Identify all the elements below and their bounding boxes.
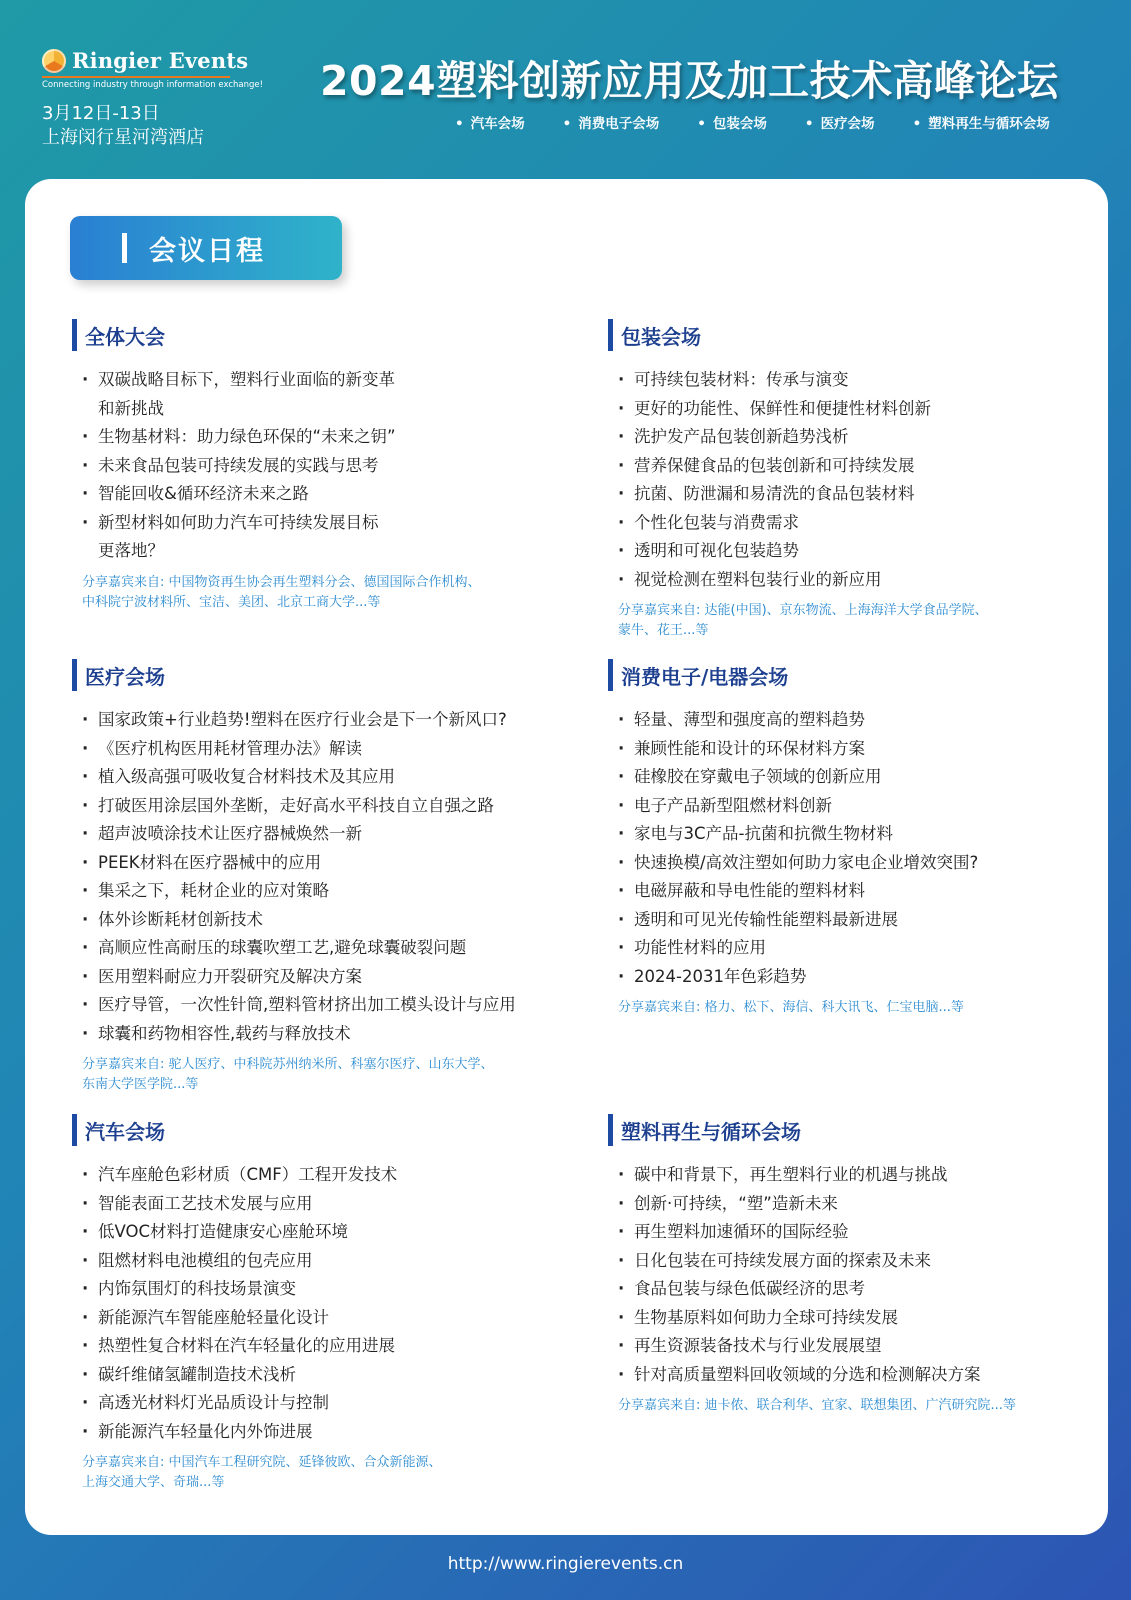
topic-item: · 植入级高强可吸收复合材料技术及其应用 xyxy=(82,763,542,792)
topic-item: · 再生塑料加速循环的国际经验 xyxy=(618,1218,1078,1247)
topic-item: · 新型材料如何助力汽车可持续发展目标 更落地？ xyxy=(82,509,542,566)
agenda-label: 会议日程 xyxy=(149,235,265,267)
venue-item-recycling: • 塑料再生与循环会场 xyxy=(913,112,1050,132)
logo-tagline: Connecting industry through information exchange! xyxy=(42,76,230,90)
section-automotive xyxy=(72,1113,542,1493)
topic-item: · 医疗导管，一次性针筒,塑料管材挤出加工模头设计与应用 xyxy=(82,991,542,1020)
topic-item: · 汽车座舱色彩材质（CMF）工程开发技术 xyxy=(82,1161,542,1190)
venue-list xyxy=(455,112,1050,132)
topic-item: · 《医疗机构医用耗材管理办法》解读 xyxy=(82,735,542,764)
topic-item: · 生物基材料：助力绿色环保的“未来之钥” xyxy=(82,423,542,452)
topic-item: · 可持续包装材料：传承与演变 xyxy=(618,366,1078,395)
topic-list xyxy=(608,706,1078,991)
topic-list xyxy=(608,366,1078,594)
speakers-note: 分享嘉宾来自: 中国物资再生协会再生塑料分会、德国国际合作机构、 中科院宁波材料所、宝洁、美团、北京工商大学...等 xyxy=(82,574,481,610)
topic-item: · 打破医用涂层国外垄断，走好高水平科技自立自强之路 xyxy=(82,792,542,821)
section-bar xyxy=(72,659,77,691)
section-title: 汽车会场 xyxy=(85,1119,165,1144)
topic-item: · 创新·可持续，“塑”造新未来 xyxy=(618,1190,1078,1219)
event-location: 上海闵行星河湾酒店 xyxy=(42,127,204,148)
topic-item: · 热塑性复合材料在汽车轻量化的应用进展 xyxy=(82,1332,542,1361)
section-bar xyxy=(608,319,613,351)
section-bar xyxy=(608,659,613,691)
topic-item: · 电磁屏蔽和导电性能的塑料材料 xyxy=(618,877,1078,906)
topic-item: · 视觉检测在塑料包装行业的新应用 xyxy=(618,566,1078,595)
topic-item: · 针对高质量塑料回收领域的分选和检测解决方案 xyxy=(618,1361,1078,1390)
topic-item: · 食品包装与绿色低碳经济的思考 xyxy=(618,1275,1078,1304)
section-plenary xyxy=(72,318,542,613)
section-heading xyxy=(72,658,542,692)
topic-item: · 再生资源装备技术与行业发展展望 xyxy=(618,1332,1078,1361)
section-bar xyxy=(72,319,77,351)
speakers-note: 分享嘉宾来自: 达能(中国)、京东物流、上海海洋大学食品学院、 蒙牛、花王...等 xyxy=(618,603,988,638)
topic-item: · 智能回收&循环经济未来之路 xyxy=(82,480,542,509)
badge-bar xyxy=(122,233,127,263)
topic-list xyxy=(72,1161,542,1446)
topic-item: · 2024-2031年色彩趋势 xyxy=(618,963,1078,992)
topic-item: · 个性化包装与消费需求 xyxy=(618,509,1078,538)
agenda-badge xyxy=(70,216,342,280)
topic-item: · 阻燃材料电池模组的包壳应用 xyxy=(82,1247,542,1276)
speakers-note: 分享嘉宾来自: 迪卡侬、联合利华、宜家、联想集团、广汽研究院...等 xyxy=(618,1398,1016,1413)
topic-item: · 兼顾性能和设计的环保材料方案 xyxy=(618,735,1078,764)
topic-item: · 透明和可视化包装趋势 xyxy=(618,537,1078,566)
topic-item: · 低VOC材料打造健康安心座舱环境 xyxy=(82,1218,542,1247)
section-title: 包装会场 xyxy=(621,324,701,349)
topic-item: · PEEK材料在医疗器械中的应用 xyxy=(82,849,542,878)
topic-list xyxy=(608,1161,1078,1389)
section-heading xyxy=(608,318,1078,352)
speakers-note: 分享嘉宾来自: 驼人医疗、中科院苏州纳米所、科塞尔医疗、山东大学、 东南大学医学院...等 xyxy=(82,1057,494,1092)
topic-item: · 快速换模/高效注塑如何助力家电企业增效突围? xyxy=(618,849,1078,878)
topic-item: · 体外诊断耗材创新技术 xyxy=(82,906,542,935)
topic-item: · 更好的功能性、保鲜性和便捷性材料创新 xyxy=(618,395,1078,424)
section-heading xyxy=(72,1113,542,1147)
topic-item: · 抗菌、防泄漏和易清洗的食品包装材料 xyxy=(618,480,1078,509)
topic-item: · 智能表面工艺技术发展与应用 xyxy=(82,1190,542,1219)
venue-item-auto: • 汽车会场 xyxy=(455,112,525,132)
topic-item: · 生物基原料如何助力全球可持续发展 xyxy=(618,1304,1078,1333)
section-bar xyxy=(72,1114,77,1146)
section-title: 塑料再生与循环会场 xyxy=(621,1119,801,1144)
page-title: 2024塑料创新应用及加工技术高峰论坛 xyxy=(320,57,1059,105)
topic-item: · 轻量、薄型和强度高的塑料趋势 xyxy=(618,706,1078,735)
topic-item: · 营养保健食品的包装创新和可持续发展 xyxy=(618,452,1078,481)
topic-list xyxy=(72,706,542,1048)
topic-item: · 功能性材料的应用 xyxy=(618,934,1078,963)
topic-item: · 超声波喷涂技术让医疗器械焕然一新 xyxy=(82,820,542,849)
ringier-logo-icon xyxy=(42,49,66,73)
section-electronics xyxy=(608,658,1078,1018)
topic-item: · 透明和可见光传输性能塑料最新进展 xyxy=(618,906,1078,935)
topic-item: · 医用塑料耐应力开裂研究及解决方案 xyxy=(82,963,542,992)
logo[interactable] xyxy=(42,48,248,73)
topic-item: · 高透光材料灯光品质设计与控制 xyxy=(82,1389,542,1418)
logo-name: Ringier Events xyxy=(72,48,249,73)
event-date: 3月12日-13日 xyxy=(42,103,160,124)
topic-item: · 球囊和药物相容性,载药与释放技术 xyxy=(82,1020,542,1049)
topic-item: · 碳中和背景下，再生塑料行业的机遇与挑战 xyxy=(618,1161,1078,1190)
topic-item: · 内饰氛围灯的科技场景演变 xyxy=(82,1275,542,1304)
topic-item: · 家电与3C产品-抗菌和抗微生物材料 xyxy=(618,820,1078,849)
topic-item: · 高顺应性高耐压的球囊吹塑工艺,避免球囊破裂问题 xyxy=(82,934,542,963)
footer-url[interactable]: http://www.ringierevents.cn xyxy=(447,1554,684,1574)
section-heading xyxy=(608,658,1078,692)
topic-item: · 未来食品包装可持续发展的实践与思考 xyxy=(82,452,542,481)
section-packaging xyxy=(608,318,1078,641)
section-heading xyxy=(72,318,542,352)
header xyxy=(0,0,1131,175)
topic-item: · 国家政策+行业趋势!塑料在医疗行业会是下一个新风口? xyxy=(82,706,542,735)
section-bar xyxy=(608,1114,613,1146)
topic-item: · 新能源汽车智能座舱轻量化设计 xyxy=(82,1304,542,1333)
speakers-note: 分享嘉宾来自: 格力、松下、海信、科大讯飞、仁宝电脑...等 xyxy=(618,1000,964,1015)
venue-item-medical: • 医疗会场 xyxy=(805,112,875,132)
venue-item-electronics: • 消费电子会场 xyxy=(563,112,660,132)
section-title: 消费电子/电器会场 xyxy=(621,664,789,689)
topic-list xyxy=(72,366,542,566)
section-medical xyxy=(72,658,542,1095)
topic-item: · 硅橡胶在穿戴电子领域的创新应用 xyxy=(618,763,1078,792)
topic-item: · 日化包装在可持续发展方面的探索及未来 xyxy=(618,1247,1078,1276)
topic-item: · 洗护发产品包装创新趋势浅析 xyxy=(618,423,1078,452)
topic-item: · 电子产品新型阻燃材料创新 xyxy=(618,792,1078,821)
speakers-note: 分享嘉宾来自: 中国汽车工程研究院、延锋彼欧、合众新能源、 上海交通大学、奇瑞...等 xyxy=(82,1455,442,1490)
topic-item: · 碳纤维储氢罐制造技术浅析 xyxy=(82,1361,542,1390)
topic-item: · 集采之下，耗材企业的应对策略 xyxy=(82,877,542,906)
venue-item-packaging: • 包装会场 xyxy=(697,112,767,132)
section-title: 全体大会 xyxy=(85,324,165,349)
topic-item: · 新能源汽车轻量化内外饰进展 xyxy=(82,1418,542,1447)
event-date-location xyxy=(42,102,204,150)
section-title: 医疗会场 xyxy=(85,664,165,689)
section-recycling xyxy=(608,1113,1078,1416)
topic-item: · 双碳战略目标下，塑料行业面临的新变革 和新挑战 xyxy=(82,366,542,423)
section-heading xyxy=(608,1113,1078,1147)
